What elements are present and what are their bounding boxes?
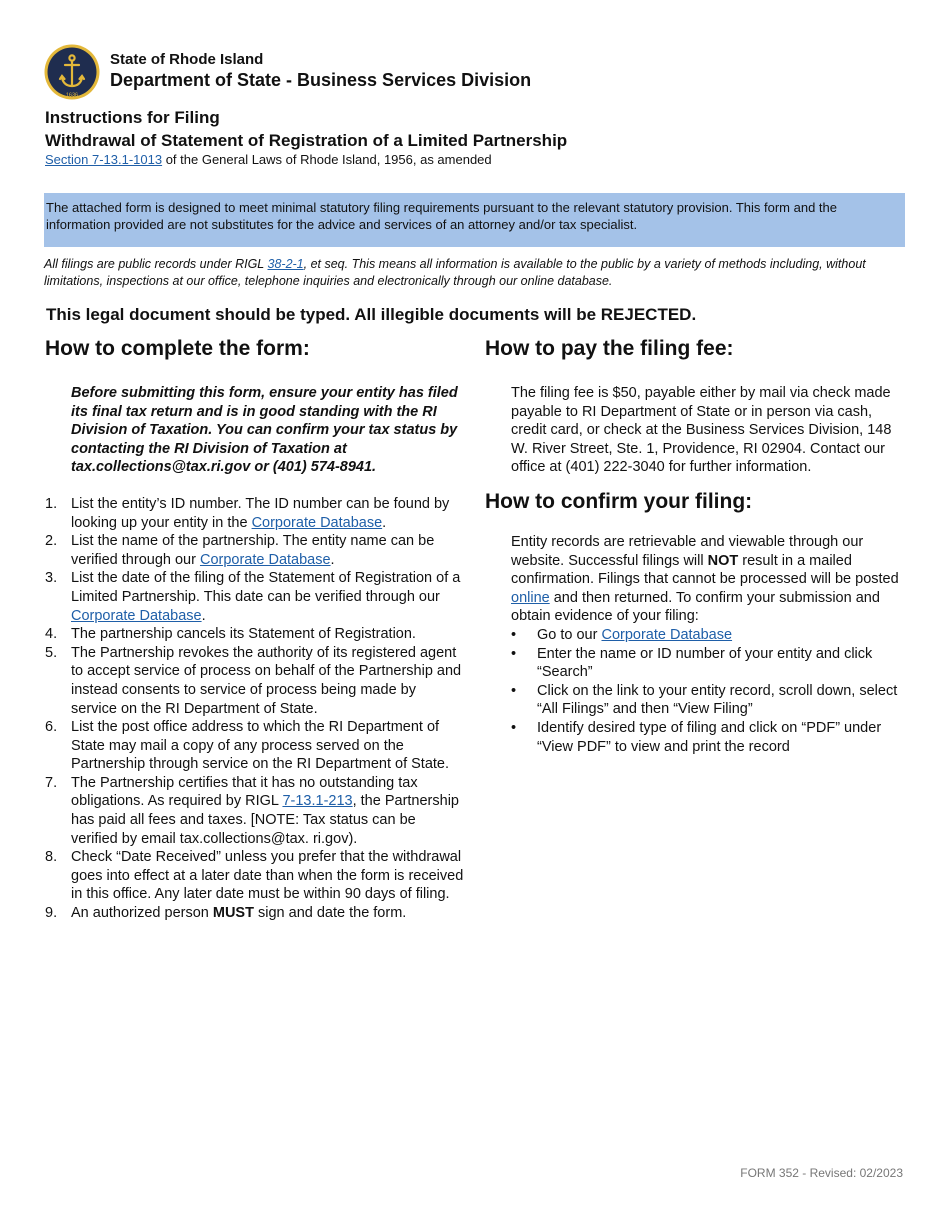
confirm-intro: Entity records are retrievable and viewable through our website. Successful filings will NOT result in a mailed confirmation. Filings that cannot be processed will be posted online and then returned. To confirm your submission and obtain evidence of your filing: (511, 533, 899, 625)
step-item: 2. List the name of the partnership. The entity name can be verified through our Corporate Database. (45, 533, 435, 568)
svg-text:1636: 1636 (65, 92, 79, 99)
bullet: • (511, 626, 517, 643)
confirm-heading: How to confirm your filing: (485, 489, 753, 513)
step-item: 5. The Partnership revokes the authority of its registered agent to accept service of process on behalf of the Partnership and instead consents to service of process being made by service on the RI Department of State. (45, 644, 462, 717)
tax-warning: Before submitting this form, ensure your entity has filed its final tax return and is in good standing with the RI Division of Taxation. You can confirm your tax status by contacting the RI Division of Taxation at tax.collections@tax.ri.gov or (401) 574-8941. (71, 385, 458, 476)
form-title: Withdrawal of Statement of Registration of a Limited Partnership (45, 131, 568, 150)
public-records-note: All filings are public records under RIGL 38-2-1, et seq. This means all information is available to the public by a variety of methods including, without limitations, inspections at our office, telephone inquiries and electronically through our online database. (44, 257, 866, 288)
form-revision-footer: FORM 352 - Revised: 02/2023 (740, 1166, 903, 1180)
statute-reference (45, 152, 492, 167)
instructions-heading: Instructions for Filing (45, 108, 220, 127)
corporate-database-link[interactable]: Corporate Database (601, 626, 733, 643)
step-item: 7. The Partnership certifies that it has no outstanding tax obligations. As required by RIGL 7-13.1-213, the Partnership has paid all fees and taxes. [NOTE: Tax status can be verified by email tax.collections@tax. ri.gov). (45, 774, 459, 847)
list-item: • Go to our Corporate Database (511, 626, 733, 643)
complete-section (45, 336, 465, 923)
step-item: 4. The partnership cancels its Statement of Registration. (45, 626, 416, 643)
step-item: 9. An authorized person MUST sign and date the form. (45, 905, 407, 922)
steps-list (45, 495, 465, 923)
step-item: 1. List the entity’s ID number. The ID number can be found by looking up your entity in the Corporate Database. (45, 495, 450, 531)
step-item: 8. Check “Date Received” unless you prefer that the withdrawal goes into effect at a later date than when the form is received in this office. Any later date must be within 90 days of filing. (45, 849, 464, 903)
corporate-database-link[interactable]: Corporate Database (199, 551, 331, 568)
typed-notice: This legal document should be typed. All illegible documents will be REJECTED. (46, 305, 697, 324)
bullet: • (511, 682, 517, 699)
online-link[interactable]: online (511, 589, 550, 606)
rigl-7-13-1-213-link[interactable]: 7-13.1-213 (282, 793, 353, 810)
corporate-database-link[interactable]: Corporate Database (251, 514, 383, 531)
rigl-38-2-1-link[interactable]: 38-2-1 (267, 257, 304, 271)
state-name: State of Rhode Island (110, 51, 264, 68)
pay-heading: How to pay the filing fee: (485, 337, 734, 360)
statute-text: of the General Laws of Rhode Island, 1956, as amended (162, 152, 492, 167)
step-item: 6. List the post office address to which the RI Department of State may mail a copy of any process served on the Partnership through service on the RI Department of State. (45, 719, 450, 773)
list-item: • Click on the link to your entity record, scroll down, select “All Filings” and then “View Filing” (511, 682, 898, 718)
complete-heading: How to complete the form: (45, 337, 310, 360)
corporate-database-link[interactable]: Corporate Database (71, 607, 202, 624)
list-item: • Identify desired type of filing and click on “PDF” under “View PDF” to view and print the record (511, 719, 882, 755)
right-column (485, 336, 905, 756)
list-item: • Enter the name or ID number of your entity and click “Search” (511, 645, 873, 681)
department-name: Department of State - Business Services Division (110, 70, 532, 90)
bullet: • (511, 719, 517, 736)
step-item: 3. List the date of the filing of the Statement of Registration of a Limited Partnership. This date can be verified through our Corporate Database. (45, 570, 461, 624)
section-link[interactable]: Section 7-13.1-1013 (45, 152, 163, 167)
bullet: • (511, 645, 517, 662)
confirm-steps-list (485, 626, 905, 756)
state-seal-logo (44, 44, 100, 100)
disclaimer-banner: The attached form is designed to meet minimal statutory filing requirements pursuant to the relevant statutory provision. This form and the information provided are not substitutes for the advice and services of an attorney and/or tax specialist. (44, 193, 905, 247)
pay-text: The filing fee is $50, payable either by mail via check made payable to RI Department of State or in person via cash, credit card, or check at the Business Services Division, 148 W. River Street, Ste. 1, Providence, RI 02904. Contact our office at (401) 222-3040 for further information. (511, 385, 892, 476)
